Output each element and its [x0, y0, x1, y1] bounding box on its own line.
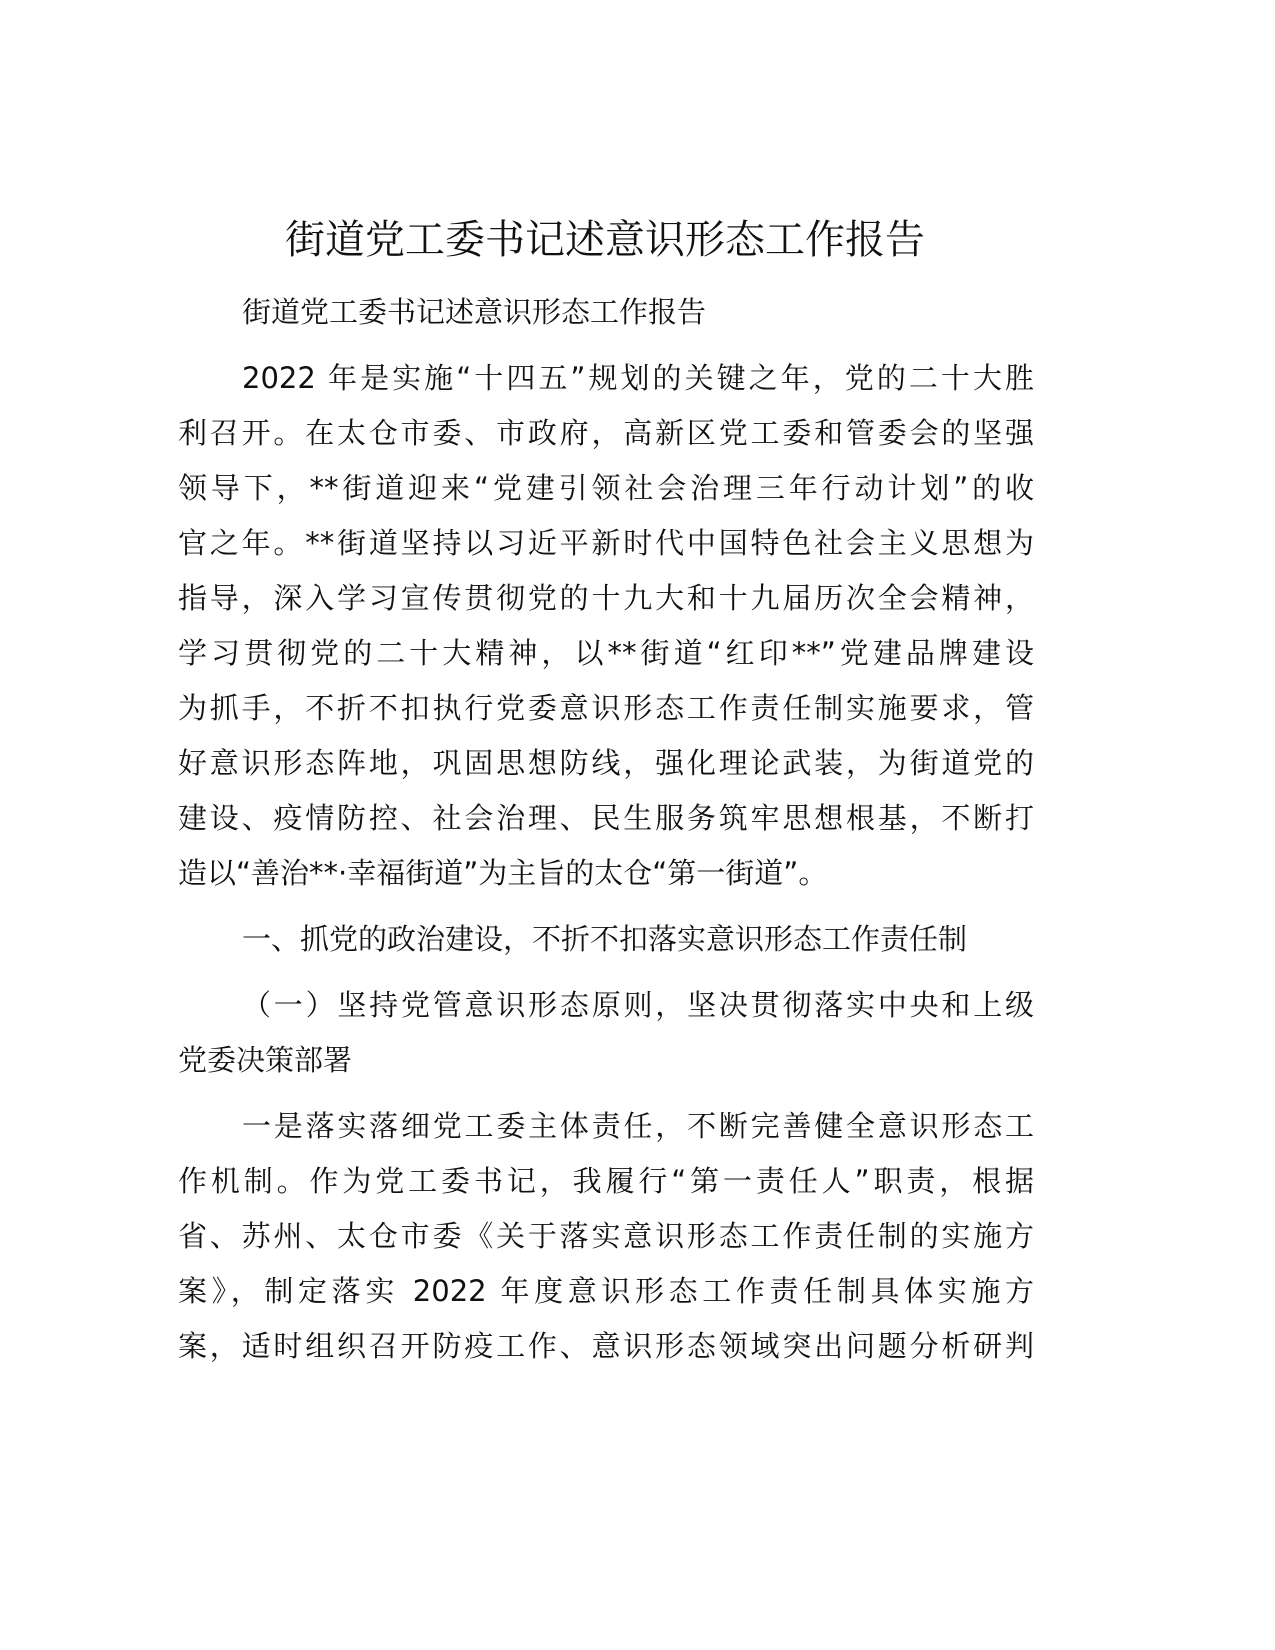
text-line: 造以“善治**·幸福街道”为主旨的太仓“第一街道”。 — [178, 856, 828, 890]
text-line: 一、抓党的政治建设，不折不扣落实意识形态工作责任制 — [242, 922, 968, 956]
text-line: 官之年。**街道坚持以习近平新时代中国特色社会主义思想为 — [178, 526, 1034, 560]
text-line: 党委决策部署 — [178, 1043, 353, 1077]
text-line: 建设、疫情防控、社会治理、民生服务筑牢思想根基，不断打 — [178, 801, 1034, 835]
text-line: 一是落实落细党工委主体责任，不断完善健全意识形态工 — [242, 1109, 1034, 1143]
text-line: 好意识形态阵地，巩固思想防线，强化理论武装，为街道党的 — [178, 746, 1034, 780]
text-line: 学习贯彻党的二十大精神，以**街道“红印**”党建品牌建设 — [178, 636, 1034, 670]
text-line: 案》，制定落实 2022 年度意识形态工作责任制具体实施方 — [178, 1274, 1034, 1308]
document-title: 街道党工委书记述意识形态工作报告 — [285, 217, 925, 263]
text-line: 2022 年是实施“十四五”规划的关键之年，党的二十大胜 — [242, 361, 1034, 395]
text-line: 街道党工委书记述意识形态工作报告 — [242, 295, 707, 329]
text-line: 领导下，**街道迎来“党建引领社会治理三年行动计划”的收 — [178, 471, 1034, 505]
text-line: 为抓手，不折不扣执行党委意识形态工作责任制实施要求，管 — [178, 691, 1034, 725]
paragraph — [178, 351, 1034, 901]
paragraph — [178, 1099, 1034, 1374]
text-line: 作机制。作为党工委书记，我履行“第一责任人”职责，根据 — [178, 1164, 1034, 1198]
paragraph — [178, 912, 1034, 967]
text-line: 利召开。在太仓市委、市政府，高新区党工委和管委会的坚强 — [178, 416, 1034, 450]
document-body — [178, 285, 1034, 1385]
text-line: 指导，深入学习宣传贯彻党的十九大和十九届历次全会精神， — [178, 581, 1034, 615]
text-line: （一）坚持党管意识形态原则，坚决贯彻落实中央和上级 — [242, 988, 1034, 1022]
paragraph — [178, 978, 1034, 1088]
paragraph — [178, 285, 1034, 340]
text-line: 案，适时组织召开防疫工作、意识形态领域突出问题分析研判 — [178, 1329, 1034, 1363]
text-line: 省、苏州、太仓市委《关于落实意识形态工作责任制的实施方 — [178, 1219, 1034, 1253]
